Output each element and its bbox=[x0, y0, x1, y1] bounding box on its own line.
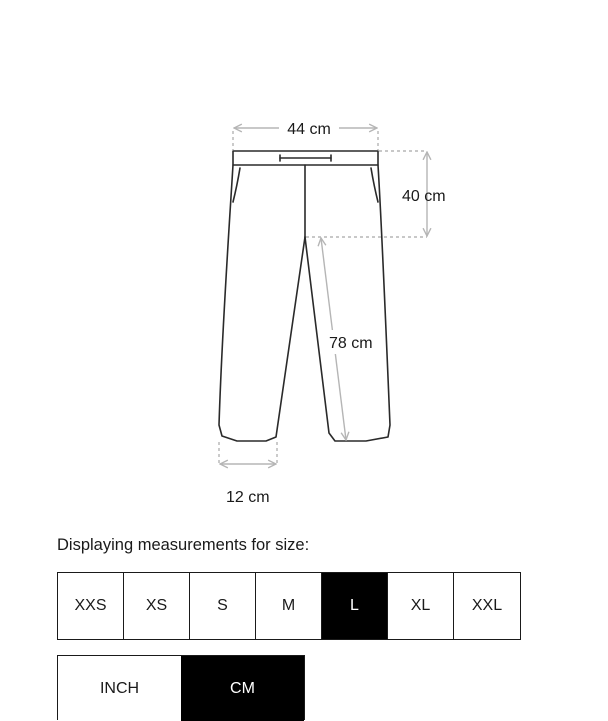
size-option-xl[interactable]: XL bbox=[388, 573, 454, 639]
trousers-outline bbox=[219, 151, 390, 441]
left-leg bbox=[219, 165, 305, 441]
size-option-xxs[interactable]: XXS bbox=[58, 573, 124, 639]
size-option-xxl[interactable]: XXL bbox=[454, 573, 520, 639]
left-pocket bbox=[233, 168, 240, 202]
size-option-xs[interactable]: XS bbox=[124, 573, 190, 639]
right-leg bbox=[305, 165, 390, 441]
leg-opening-measurement: 12 cm bbox=[226, 489, 270, 506]
size-option-m[interactable]: M bbox=[256, 573, 322, 639]
unit-toggle bbox=[57, 655, 305, 720]
size-selector bbox=[57, 572, 521, 640]
inseam-measurement: 78 cm bbox=[329, 335, 373, 352]
size-caption: Displaying measurements for size: bbox=[57, 536, 310, 554]
unit-option-cm[interactable]: CM bbox=[181, 656, 304, 721]
measurement-guides bbox=[219, 128, 427, 466]
right-pocket bbox=[371, 168, 378, 202]
waist-measurement: 44 cm bbox=[287, 121, 331, 138]
rise-measurement: 40 cm bbox=[402, 188, 446, 205]
size-option-s[interactable]: S bbox=[190, 573, 256, 639]
unit-option-inch[interactable]: INCH bbox=[58, 656, 181, 721]
size-option-l[interactable]: L bbox=[322, 573, 388, 639]
